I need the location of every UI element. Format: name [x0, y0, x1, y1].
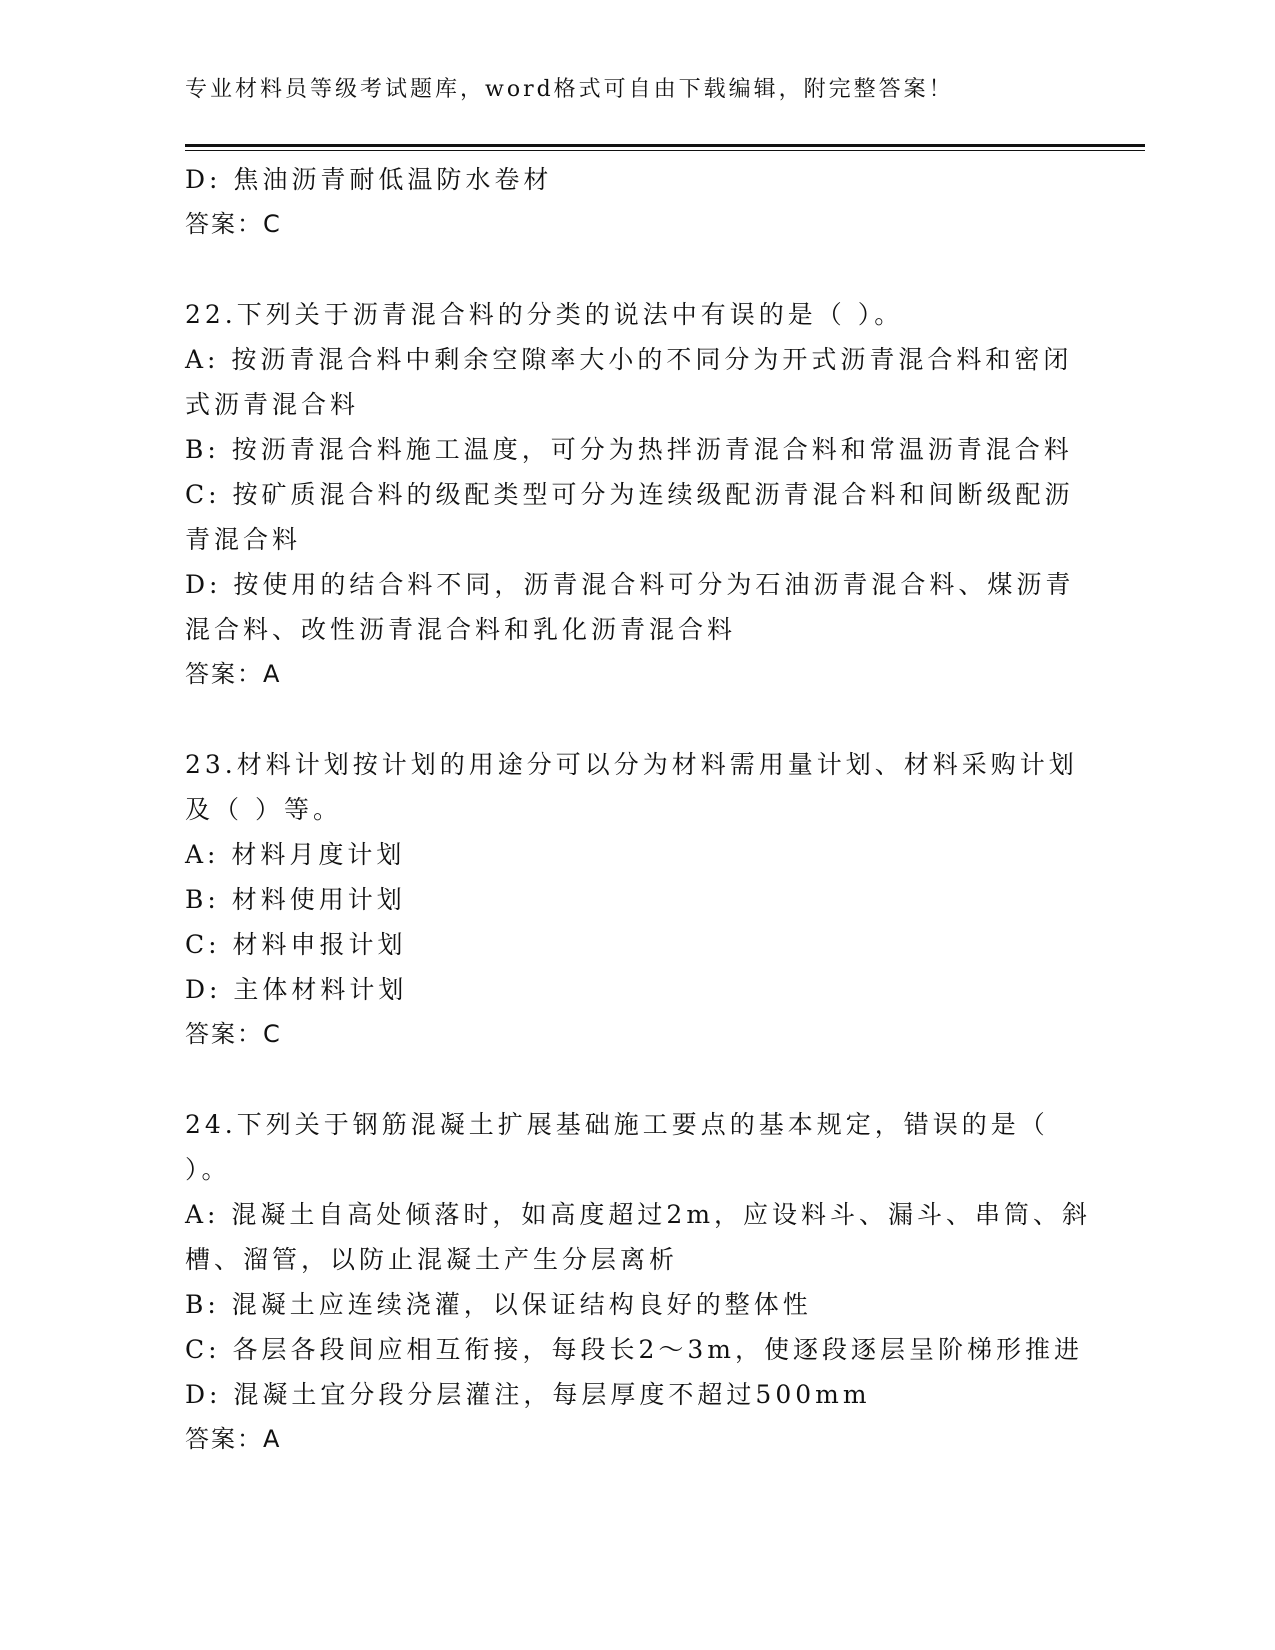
option-d-continued: 混合料、改性沥青混合料和乳化沥青混合料 [185, 615, 737, 644]
option-d: D: 按使用的结合料不同，沥青混合料可分为石油沥青混合料、煤沥青 [185, 570, 1075, 599]
header-rule-thick [185, 144, 1145, 147]
header-rule-thin [185, 150, 1145, 151]
option-b: B: 按沥青混合料施工温度，可分为热拌沥青混合料和常温沥青混合料 [185, 435, 1073, 464]
option-a-continued: 式沥青混合料 [185, 390, 360, 419]
answer-line: 答案：A [185, 1425, 282, 1453]
option-c: C: 按矿质混合料的级配类型可分为连续级配沥青混合料和间断级配沥 [185, 480, 1074, 509]
option-c: C: 各层各段间应相互衔接，每段长2～3m，使逐段逐层呈阶梯形推进 [185, 1335, 1084, 1364]
option-c-continued: 青混合料 [185, 525, 302, 554]
answer-line: 答案：A [185, 660, 282, 688]
question-stem-continued: 及（ ）等。 [185, 795, 342, 824]
answer-line: 答案：C [185, 1020, 282, 1048]
option-d: D: 焦油沥青耐低温防水卷材 [185, 165, 553, 194]
question-23 [185, 742, 1078, 1057]
question-stem: 24.下列关于钢筋混凝土扩展基础施工要点的基本规定，错误的是（ [185, 1110, 1049, 1139]
question-stem: 23.材料计划按计划的用途分可以分为材料需用量计划、材料采购计划 [185, 750, 1078, 779]
option-b: B: 混凝土应连续浇灌，以保证结构良好的整体性 [185, 1290, 812, 1319]
option-d: D: 主体材料计划 [185, 975, 408, 1004]
question-content [185, 157, 1092, 1462]
page-header: 专业材料员等级考试题库，word格式可自由下载编辑，附完整答案！ [185, 77, 954, 102]
answer-line: 答案：C [185, 210, 282, 238]
option-a: A: 按沥青混合料中剩余空隙率大小的不同分为开式沥青混合料和密闭 [185, 345, 1073, 374]
previous-question-tail [185, 157, 1075, 247]
option-a: A: 材料月度计划 [185, 840, 406, 869]
question-stem-continued: ）。 [185, 1155, 231, 1184]
option-c: C: 材料申报计划 [185, 930, 407, 959]
question-24 [185, 1102, 1092, 1462]
option-b: B: 材料使用计划 [185, 885, 406, 914]
question-22 [185, 292, 1075, 697]
option-a: A: 混凝土自高处倾落时，如高度超过2m，应设料斗、漏斗、串筒、斜 [185, 1200, 1092, 1229]
question-stem: 22.下列关于沥青混合料的分类的说法中有误的是（ ）。 [185, 300, 904, 329]
option-d: D: 混凝土宜分段分层灌注，每层厚度不超过500mm [185, 1380, 871, 1409]
option-a-continued: 槽、溜管，以防止混凝土产生分层离析 [185, 1245, 679, 1274]
